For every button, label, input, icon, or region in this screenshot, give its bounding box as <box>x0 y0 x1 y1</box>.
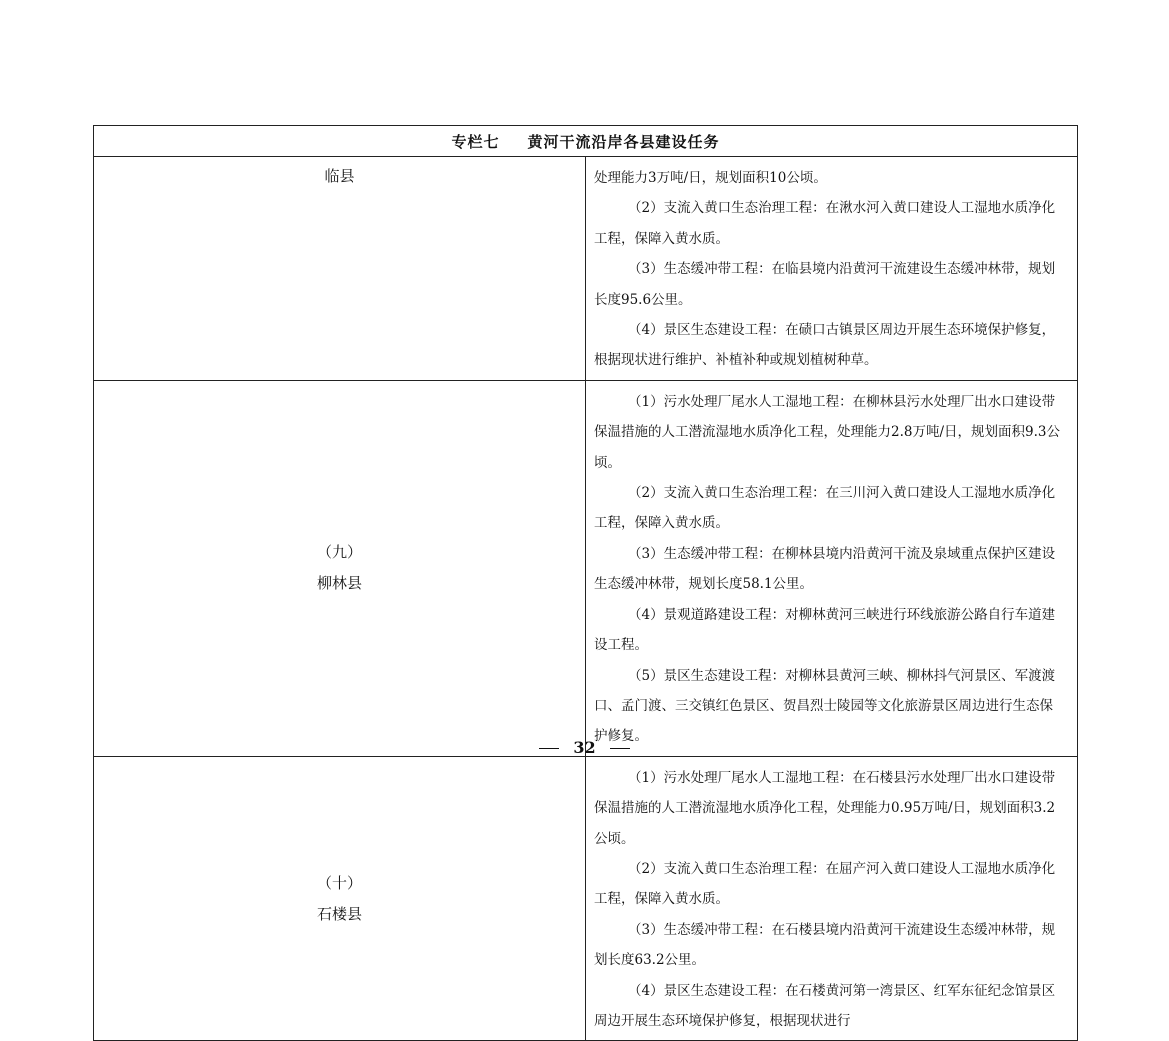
county-cell <box>94 756 586 1041</box>
footer-dash <box>539 748 559 749</box>
county-name: 柳林县 <box>316 574 362 593</box>
table-title-text: 黄河干流沿岸各县建设任务 <box>527 132 720 151</box>
table-title-row <box>94 126 1078 157</box>
task-paragraph: （2）支流入黄口生态治理工程：在三川河入黄口建设人工湿地水质净化工程，保障入黄水质。 <box>594 485 1056 532</box>
footer-dash <box>610 748 630 749</box>
construction-task-table <box>93 125 1078 1041</box>
task-paragraph: 处理能力3万吨/日，规划面积10公顷。 <box>594 170 827 186</box>
task-paragraph: （1）污水处理厂尾水人工湿地工程：在石楼县污水处理厂出水口建设带保温措施的人工潜流湿地水质净化工程，处理能力0.95万吨/日，规划面积3.2公顷。 <box>594 769 1056 847</box>
county-number: （九） <box>316 543 362 562</box>
task-paragraph: （3）生态缓冲带工程：在柳林县境内沿黄河干流及泉域重点保护区建设生态缓冲林带，规划长度58.1公里。 <box>594 545 1056 593</box>
table-title-label: 专栏七 <box>451 132 500 151</box>
page-number: 32 <box>573 738 596 757</box>
table-row <box>94 157 1078 381</box>
task-paragraph: （2）支流入黄口生态治理工程：在湫水河入黄口建设人工湿地水质净化工程，保障入黄水质。 <box>594 200 1056 247</box>
county-cell <box>94 380 586 756</box>
table-title <box>94 126 1078 157</box>
task-paragraph: （3）生态缓冲带工程：在石楼县境内沿黄河干流建设生态缓冲林带，规划长度63.2公里。 <box>594 921 1056 969</box>
county-number: （十） <box>316 873 362 892</box>
county-name: 石楼县 <box>316 904 362 923</box>
task-cell <box>586 157 1078 381</box>
task-cell <box>586 380 1078 756</box>
task-paragraph: （4）景区生态建设工程：在石楼黄河第一湾景区、红军东征纪念馆景区周边开展生态环境保护修复，根据现状进行 <box>594 982 1056 1029</box>
table-row <box>94 380 1078 756</box>
task-paragraph: （5）景区生态建设工程：对柳林县黄河三峡、柳林抖气河景区、军渡渡口、孟门渡、三交镇红色景区、贺昌烈士陵园等文化旅游景区周边进行生态保护修复。 <box>594 667 1056 745</box>
task-cell <box>586 756 1078 1041</box>
task-paragraph: （2）支流入黄口生态治理工程：在屈产河入黄口建设人工湿地水质净化工程，保障入黄水质。 <box>594 860 1056 908</box>
task-paragraph: （4）景区生态建设工程：在碛口古镇景区周边开展生态环境保护修复，根据现状进行维护、补植补种或规划植树种草。 <box>594 322 1056 369</box>
page-footer <box>0 738 1169 757</box>
task-paragraph: （4）景观道路建设工程：对柳林黄河三峡进行环线旅游公路自行车道建设工程。 <box>594 606 1056 654</box>
county-cell <box>94 157 586 381</box>
task-paragraph: （1）污水处理厂尾水人工湿地工程：在柳林县污水处理厂出水口建设带保温措施的人工潜流湿地水质净化工程，处理能力2.8万吨/日，规划面积9.3公顷。 <box>594 393 1060 471</box>
table-row <box>94 756 1078 1041</box>
task-paragraph: （3）生态缓冲带工程：在临县境内沿黄河干流建设生态缓冲林带，规划长度95.6公里。 <box>594 261 1056 308</box>
county-name: 临县 <box>324 167 355 185</box>
